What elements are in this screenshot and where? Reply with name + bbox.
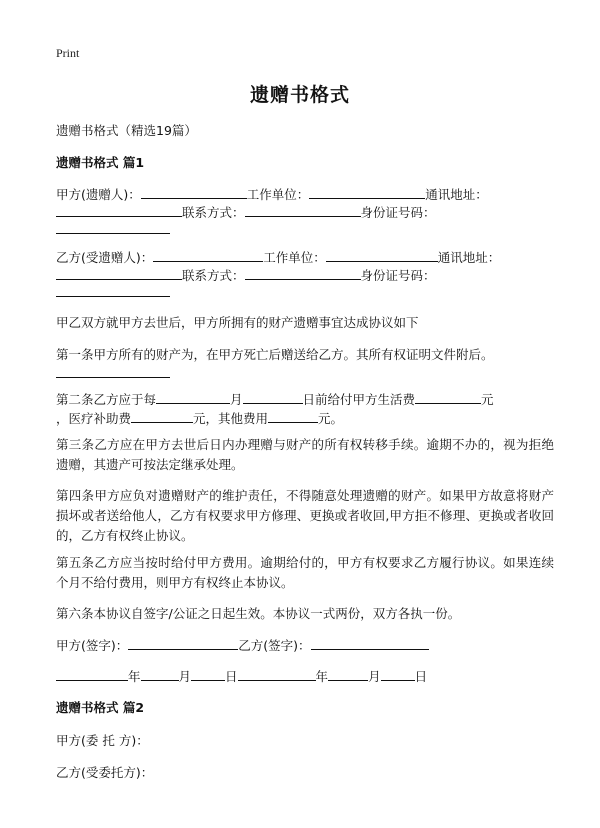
party-b-row xyxy=(56,248,500,266)
party-b-row-2 xyxy=(56,266,436,284)
subtitle: 遗赠书格式（精选19篇） xyxy=(56,123,197,138)
page-title: 遗赠书格式 xyxy=(249,84,350,106)
date-a-month: 月 xyxy=(178,669,192,684)
section2-heading: 遗赠书格式 篇2 xyxy=(56,700,145,715)
date-a-month-blank[interactable] xyxy=(141,668,179,681)
article-1-blank-row xyxy=(56,365,170,381)
signature-row xyxy=(56,636,429,654)
party-a-row xyxy=(56,185,488,203)
article-2-month: 月 xyxy=(230,392,243,407)
work-unit-blank-b[interactable] xyxy=(326,249,438,262)
sign-b-blank[interactable] xyxy=(311,637,429,650)
contact-label: 联系方式： xyxy=(182,205,245,220)
article-2-yuan: 元 xyxy=(481,392,494,407)
article-2-blank-4[interactable] xyxy=(131,410,193,423)
date-b-year-blank[interactable] xyxy=(238,668,316,681)
contact-label-b: 联系方式： xyxy=(182,268,245,283)
article-6: 第六条本协议自签字/公证之日起生效。本协议一式两份，双方各执一份。 xyxy=(56,606,461,621)
section2-party-a: 甲方(委 托 方)： xyxy=(56,733,149,748)
intro-text: 甲乙双方就甲方去世后，甲方所拥有的财产遗赠事宜达成协议如下 xyxy=(56,315,419,330)
article-2-text-d: 元，其他费用 xyxy=(193,411,269,426)
contact-blank[interactable] xyxy=(245,204,361,217)
sign-b-label: 乙方(签字)： xyxy=(238,638,311,653)
address-label: 通讯地址： xyxy=(425,187,488,202)
party-a-label: 甲方(遗赠人)： xyxy=(56,187,141,202)
article-1-blank[interactable] xyxy=(56,365,170,378)
party-a-blank[interactable] xyxy=(141,186,247,199)
id-label-b: 身份证号码： xyxy=(360,268,436,283)
sign-a-blank[interactable] xyxy=(128,637,238,650)
article-3: 第三条乙方应在甲方去世后日内办理赠与财产的所有权转移手续。逾期不办的，视为拒绝遗赠，其遗产可按法定继承处理。 xyxy=(56,437,554,472)
address-blank-b[interactable] xyxy=(56,267,182,280)
party-b-blank[interactable] xyxy=(153,249,263,262)
work-unit-label-b: 工作单位： xyxy=(263,250,326,265)
date-b-month-blank[interactable] xyxy=(328,668,368,681)
address-blank[interactable] xyxy=(56,204,182,217)
id-blank[interactable] xyxy=(56,221,170,234)
date-b-day: 日 xyxy=(414,669,428,684)
article-2-row-2 xyxy=(56,409,343,427)
section1-heading: 遗赠书格式 篇1 xyxy=(56,155,145,170)
id-blank-b[interactable] xyxy=(56,284,170,297)
article-2-blank-3[interactable] xyxy=(415,391,481,404)
party-a-row-3 xyxy=(56,221,170,237)
article-5: 第五条乙方应当按时给付甲方费用。逾期给付的，甲方有权要求乙方履行协议。如果连续个月不给付费用，则甲方有权终止本协议。 xyxy=(56,555,554,590)
work-unit-blank[interactable] xyxy=(309,186,425,199)
date-b-month: 月 xyxy=(368,669,381,684)
address-label-b: 通讯地址： xyxy=(437,250,501,265)
article-4: 第四条甲方应负对遗赠财产的维护责任，不得随意处理遗赠的财产。如果甲方故意将财产损坏或者送给他人，乙方有权要求甲方修理、更换或者收回,甲方拒不修理、更换或者收回的，乙方有权终止协议。 xyxy=(56,488,554,543)
article-2-blank-5[interactable] xyxy=(268,410,318,423)
section2-party-b: 乙方(受委托方)： xyxy=(56,765,154,780)
party-b-label: 乙方(受遗赠人)： xyxy=(56,250,154,265)
date-a-day-blank[interactable] xyxy=(191,668,225,681)
article-2-blank-1[interactable] xyxy=(156,391,230,404)
date-b-year: 年 xyxy=(315,669,329,684)
date-a-day: 日 xyxy=(225,669,238,684)
work-unit-label: 工作单位： xyxy=(246,187,310,202)
article-2-blank-2[interactable] xyxy=(243,391,303,404)
article-2-text-b: 日前给付甲方生活费 xyxy=(302,392,416,407)
date-row xyxy=(56,667,427,685)
party-a-row-2 xyxy=(56,203,436,221)
sign-a-label: 甲方(签字)： xyxy=(56,638,129,653)
date-b-day-blank[interactable] xyxy=(381,668,415,681)
article-1: 第一条甲方所有的财产为，在甲方死亡后赠送给乙方。其所有权证明文件附后。 xyxy=(56,347,494,362)
date-a-year: 年 xyxy=(128,669,141,684)
print-link[interactable]: Print xyxy=(56,46,80,60)
date-a-year-blank[interactable] xyxy=(56,668,128,681)
article-2-row-1 xyxy=(56,390,494,408)
article-2-text-c: ，医疗补助费 xyxy=(56,411,132,426)
party-b-row-3 xyxy=(56,284,170,300)
id-label: 身份证号码： xyxy=(360,205,436,220)
article-2-text-e: 元。 xyxy=(318,411,344,426)
contact-blank-b[interactable] xyxy=(245,267,361,280)
article-2-text-a: 第二条乙方应于每 xyxy=(56,392,157,407)
